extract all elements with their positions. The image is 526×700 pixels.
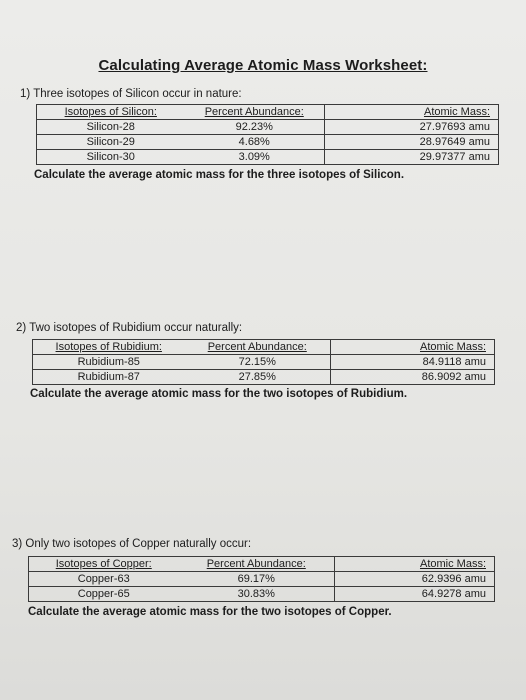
column-header-mass: Atomic Mass: [331, 340, 495, 355]
isotope-abundance: 92.23% [185, 120, 325, 135]
isotope-abundance: 69.17% [179, 572, 335, 587]
isotope-name: Silicon-28 [37, 120, 185, 135]
isotope-name: Rubidium-85 [33, 355, 185, 370]
question-2-prompt: 2) Two isotopes of Rubidium occur naturally: [16, 322, 243, 334]
silicon-isotope-table [36, 104, 499, 165]
table-row [37, 135, 499, 150]
isotope-name: Silicon-30 [37, 150, 185, 165]
isotope-mass: 27.97693 amu [325, 120, 499, 135]
question-1-prompt: 1) Three isotopes of Silicon occur in nature: [20, 88, 242, 100]
table-row [33, 355, 495, 370]
isotope-mass: 29.97377 amu [325, 150, 499, 165]
column-header-isotope: Isotopes of Rubidium: [33, 340, 185, 355]
table-header-row [33, 340, 495, 355]
question-2-instruction: Calculate the average atomic mass for the two isotopes of Rubidium. [30, 388, 408, 400]
table-row [29, 587, 495, 602]
isotope-mass: 86.9092 amu [331, 370, 495, 385]
isotope-abundance: 30.83% [179, 587, 335, 602]
isotope-name: Copper-65 [29, 587, 179, 602]
isotope-mass: 84.9118 amu [331, 355, 495, 370]
table-header-row [29, 557, 495, 572]
table-header-row [37, 105, 499, 120]
column-header-mass: Atomic Mass: [325, 105, 499, 120]
question-3-prompt: 3) Only two isotopes of Copper naturally occur: [12, 538, 252, 550]
isotope-name: Copper-63 [29, 572, 179, 587]
column-header-abundance: Percent Abundance: [179, 557, 335, 572]
isotope-abundance: 27.85% [185, 370, 331, 385]
isotope-mass: 28.97649 amu [325, 135, 499, 150]
question-1-instruction: Calculate the average atomic mass for the three isotopes of Silicon. [34, 169, 405, 181]
rubidium-isotope-table [32, 339, 495, 385]
question-3-instruction: Calculate the average atomic mass for the two isotopes of Copper. [28, 606, 392, 618]
table-row [29, 572, 495, 587]
isotope-name: Rubidium-87 [33, 370, 185, 385]
copper-isotope-table [28, 556, 495, 602]
column-header-mass: Atomic Mass: [335, 557, 495, 572]
isotope-name: Silicon-29 [37, 135, 185, 150]
isotope-abundance: 4.68% [185, 135, 325, 150]
isotope-abundance: 3.09% [185, 150, 325, 165]
table-row [33, 370, 495, 385]
column-header-isotope: Isotopes of Silicon: [37, 105, 185, 120]
column-header-abundance: Percent Abundance: [185, 105, 325, 120]
isotope-mass: 64.9278 amu [335, 587, 495, 602]
isotope-mass: 62.9396 amu [335, 572, 495, 587]
worksheet-title: Calculating Average Atomic Mass Worksheet: [98, 57, 428, 74]
column-header-isotope: Isotopes of Copper: [29, 557, 179, 572]
table-row [37, 150, 499, 165]
table-row [37, 120, 499, 135]
column-header-abundance: Percent Abundance: [185, 340, 331, 355]
isotope-abundance: 72.15% [185, 355, 331, 370]
